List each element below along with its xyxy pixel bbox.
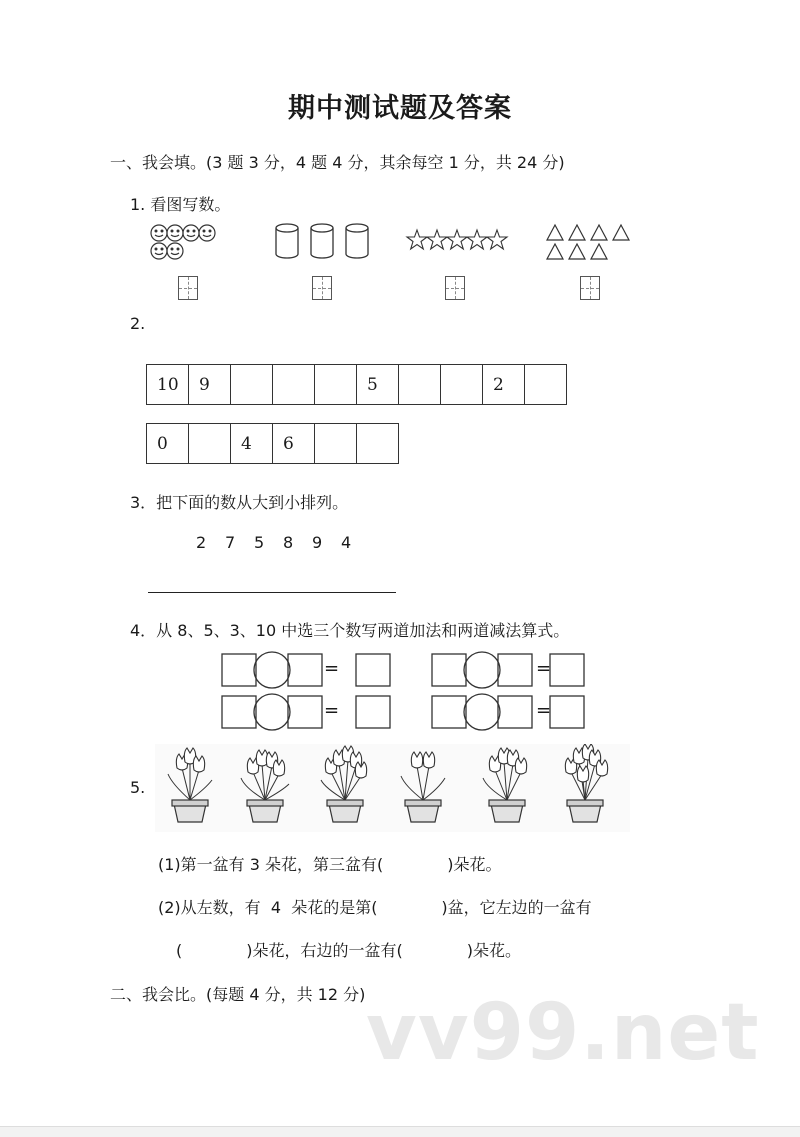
sequence-cell-blank[interactable] (315, 365, 357, 405)
page-title: 期中测试题及答案 (288, 93, 512, 124)
question-5-part-2b: ( )朵花，右边的一盆有( )朵花。 (176, 941, 521, 960)
equation-frame (432, 652, 584, 688)
triangle-icon (547, 225, 563, 240)
sequence-cell-blank[interactable] (231, 365, 273, 405)
q3-number: 9 (312, 533, 323, 552)
sequence-cell: 10 (147, 365, 189, 405)
smiley-icon (151, 243, 167, 259)
equals-sign: = (536, 658, 552, 679)
answer-box-smileys[interactable] (178, 276, 198, 300)
answer-box-stars[interactable] (445, 276, 465, 300)
question-5-part-1: (1)第一盆有 3 朵花，第三盆有( )朵花。 (158, 855, 502, 874)
question-5: 5. (130, 778, 146, 797)
number-sequence-row-2 (146, 423, 399, 464)
question-5-part-2a: (2)从左数，有 4 朵花的是第( )盆，它左边的一盆有 (158, 898, 592, 917)
smiley-icon (199, 225, 215, 241)
triangle-icon (613, 225, 629, 240)
star-icon (467, 230, 487, 249)
smiley-icon (151, 225, 167, 241)
smiley-icon-group (151, 225, 215, 259)
section-1-heading: 一、我会填。(3 题 3 分，4 题 4 分，其余每空 1 分，共 24 分) (110, 153, 565, 172)
equals-sign: = (324, 658, 340, 679)
equals-sign: = (324, 700, 340, 721)
smiley-icon (183, 225, 199, 241)
q3-number: 7 (225, 533, 236, 552)
q3-number: 2 (196, 533, 207, 552)
q3-number: 8 (283, 533, 294, 552)
smiley-icon (167, 225, 183, 241)
q1-pictures (145, 220, 645, 310)
triangle-icon (569, 225, 585, 240)
triangle-icon-group (547, 225, 629, 259)
sequence-cell-blank[interactable] (273, 365, 315, 405)
answer-box-triangles[interactable] (580, 276, 600, 300)
sequence-cell-blank[interactable] (525, 365, 567, 405)
star-icon (487, 230, 507, 249)
sequence-cell: 9 (189, 365, 231, 405)
sequence-cell-blank[interactable] (357, 424, 399, 464)
question-3: 3．把下面的数从大到小排列。 (130, 493, 349, 512)
sequence-cell-blank[interactable] (399, 365, 441, 405)
sequence-cell: 6 (273, 424, 315, 464)
sequence-cell: 4 (231, 424, 273, 464)
sequence-cell: 5 (357, 365, 399, 405)
q3-number: 5 (254, 533, 265, 552)
triangle-icon (591, 244, 607, 259)
flower-pots-illustration (155, 744, 630, 832)
q3-number-list (196, 533, 370, 552)
watermark: vv99.net (366, 988, 760, 1078)
sequence-cell: 2 (483, 365, 525, 405)
cylinder-icon-group (276, 224, 368, 258)
triangle-icon (569, 244, 585, 259)
equation-frame (432, 694, 584, 730)
section-2-heading: 二、我会比。(每题 4 分，共 12 分) (110, 985, 366, 1004)
q3-answer-line[interactable] (148, 592, 396, 593)
star-icon-group (407, 230, 507, 249)
equation-frame (222, 652, 390, 688)
cylinder-icon (276, 224, 298, 258)
q3-number: 4 (341, 533, 352, 552)
cylinder-icon (346, 224, 368, 258)
sequence-cell: 0 (147, 424, 189, 464)
equation-frame (222, 694, 390, 730)
triangle-icon (547, 244, 563, 259)
sequence-cell-blank[interactable] (189, 424, 231, 464)
triangle-icon (591, 225, 607, 240)
question-1: 1. 看图写数。 (130, 195, 231, 214)
sequence-cell-blank[interactable] (441, 365, 483, 405)
star-icon (407, 230, 427, 249)
number-sequence-row-1 (146, 364, 567, 405)
question-4: 4．从 8、5、3、10 中选三个数写两道加法和两道减法算式。 (130, 621, 570, 640)
star-icon (447, 230, 467, 249)
answer-box-cylinders[interactable] (312, 276, 332, 300)
equals-sign: = (536, 700, 552, 721)
star-icon (427, 230, 447, 249)
smiley-icon (167, 243, 183, 259)
sequence-cell-blank[interactable] (315, 424, 357, 464)
cylinder-icon (311, 224, 333, 258)
question-2: 2. (130, 314, 146, 333)
